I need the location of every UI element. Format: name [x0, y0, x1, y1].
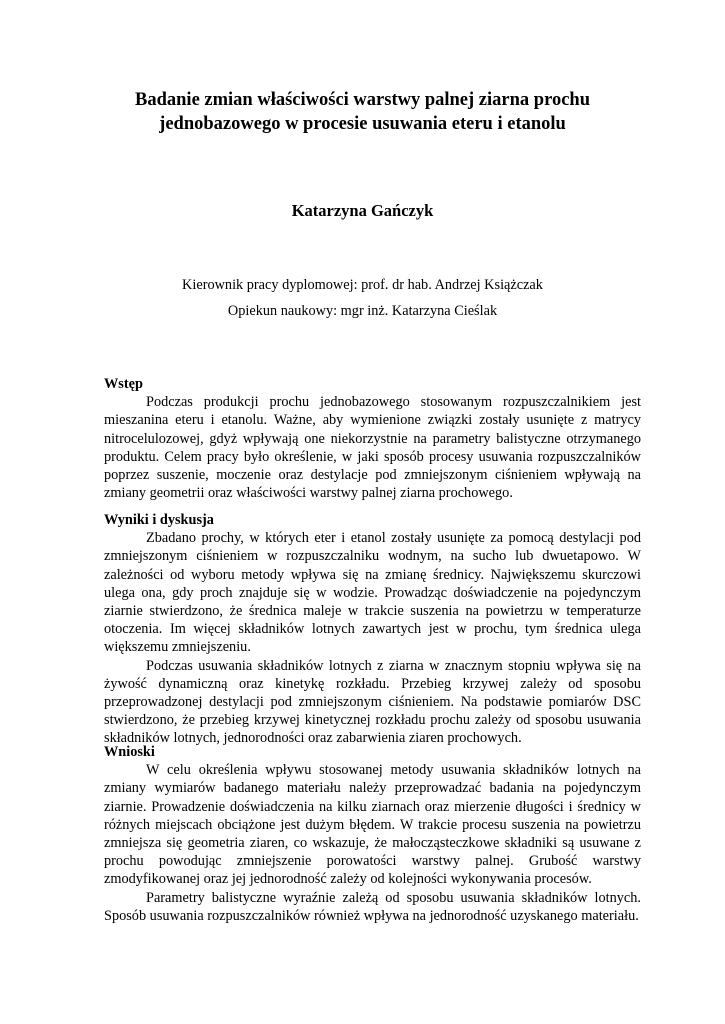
thesis-supervisor: Kierownik pracy dyplomowej: prof. dr hab. Andrzej Książczak: [182, 277, 543, 293]
document-title: [60, 88, 665, 136]
section-heading: Wnioski: [104, 744, 155, 760]
title-line-1: Badanie zmian właściwości warstwy palnej ziarna prochu: [135, 90, 590, 110]
section-heading: Wstęp: [104, 376, 143, 392]
author-name: Katarzyna Gańczyk: [291, 201, 434, 220]
paragraph: Podczas produkcji prochu jednobazowego stosowanym rozpuszczalnikiem jest mieszanina eteru i etanolu. Ważne, aby wymienione związki zostały usunięte z matrycy nitrocelulozowej, gdyż wpływają one niekorzystnie na parametry balistyczne otrzymanego produktu. Celem pracy było określenie, w jaki sposób procesy usuwania rozpuszczalników poprzez suszenie, moczenie oraz destylacje pod zmniejszonym ciśnieniem wpływają na zmiany geometrii oraz właściwości warstwy palnej ziarna prochowego.: [104, 394, 641, 502]
scientific-advisor: Opiekun naukowy: mgr inż. Katarzyna Cieślak: [227, 303, 498, 319]
section-heading: Wyniki i dyskusja: [104, 512, 214, 528]
paragraph: Zbadano prochy, w których eter i etanol zostały usunięte za pomocą destylacji pod zmniejszonym ciśnieniem w rozpuszczalniku wodnym, na sucho lub dwuetapowo. W zależności od wyboru metody wpływa się na zmianę średnicy. Największemu skurczowi ulega ona, gdy proch znajduje się w wodzie. Prowadząc doświadczenie na pojedynczym ziarnie stwierdzono, że średnica maleje w trakcie suszenia na powietrzu w temperaturze otoczenia. Im więcej składników lotnych zawartych jest w prochu, tym średnica ulega większemu zmniejszeniu.: [104, 530, 641, 656]
section-conclusions: [104, 743, 641, 925]
section-intro: [104, 375, 641, 502]
paragraph: Parametry balistyczne wyraźnie zależą od sposobu usuwania składników lotnych. Sposób usuwania rozpuszczalników również wpływa na jednorodność uzyskanego materiału.: [104, 889, 641, 924]
paragraph: W celu określenia wpływu stosowanej metody usuwania składników lotnych na zmiany wymiarów badanego materiału należy przeprowadzać badania na pojedynczym ziarnie. Prowadzenie doświadczenia na kilku ziarnach oraz mierzenie długości i średnicy w różnych miejscach obciążone jest dużym błędem. W trakcie procesu suszenia na powietrzu zmniejsza się geometria ziaren, co wskazuje, że małocząsteczkowe składniki są usuwane z prochu powodując zmniejszenie porowatości warstwy palnej. Grubość warstwy zmodyfikowanej oraz jej jednorodność zależy od kolejności wykonywania procesów.: [104, 762, 641, 888]
paragraph: Podczas usuwania składników lotnych z ziarna w znacznym stopniu wpływa się na żywość dynamiczną oraz kinetykę rozkładu. Przebieg krzywej zależy od sposobu przeprowadzonej destylacji pod zmniejszonym ciśnieniem. Na podstawie pomiarów DSC stwierdzono, że przebieg krzywej kinetycznej rozkładu prochu zależy od sposobu usuwania składników lotnych, jednorodności oraz zabarwienia ziaren prochowych.: [104, 657, 641, 747]
title-line-2: jednobazowego w procesie usuwania eteru i etanolu: [159, 114, 566, 134]
section-results: [104, 511, 641, 748]
